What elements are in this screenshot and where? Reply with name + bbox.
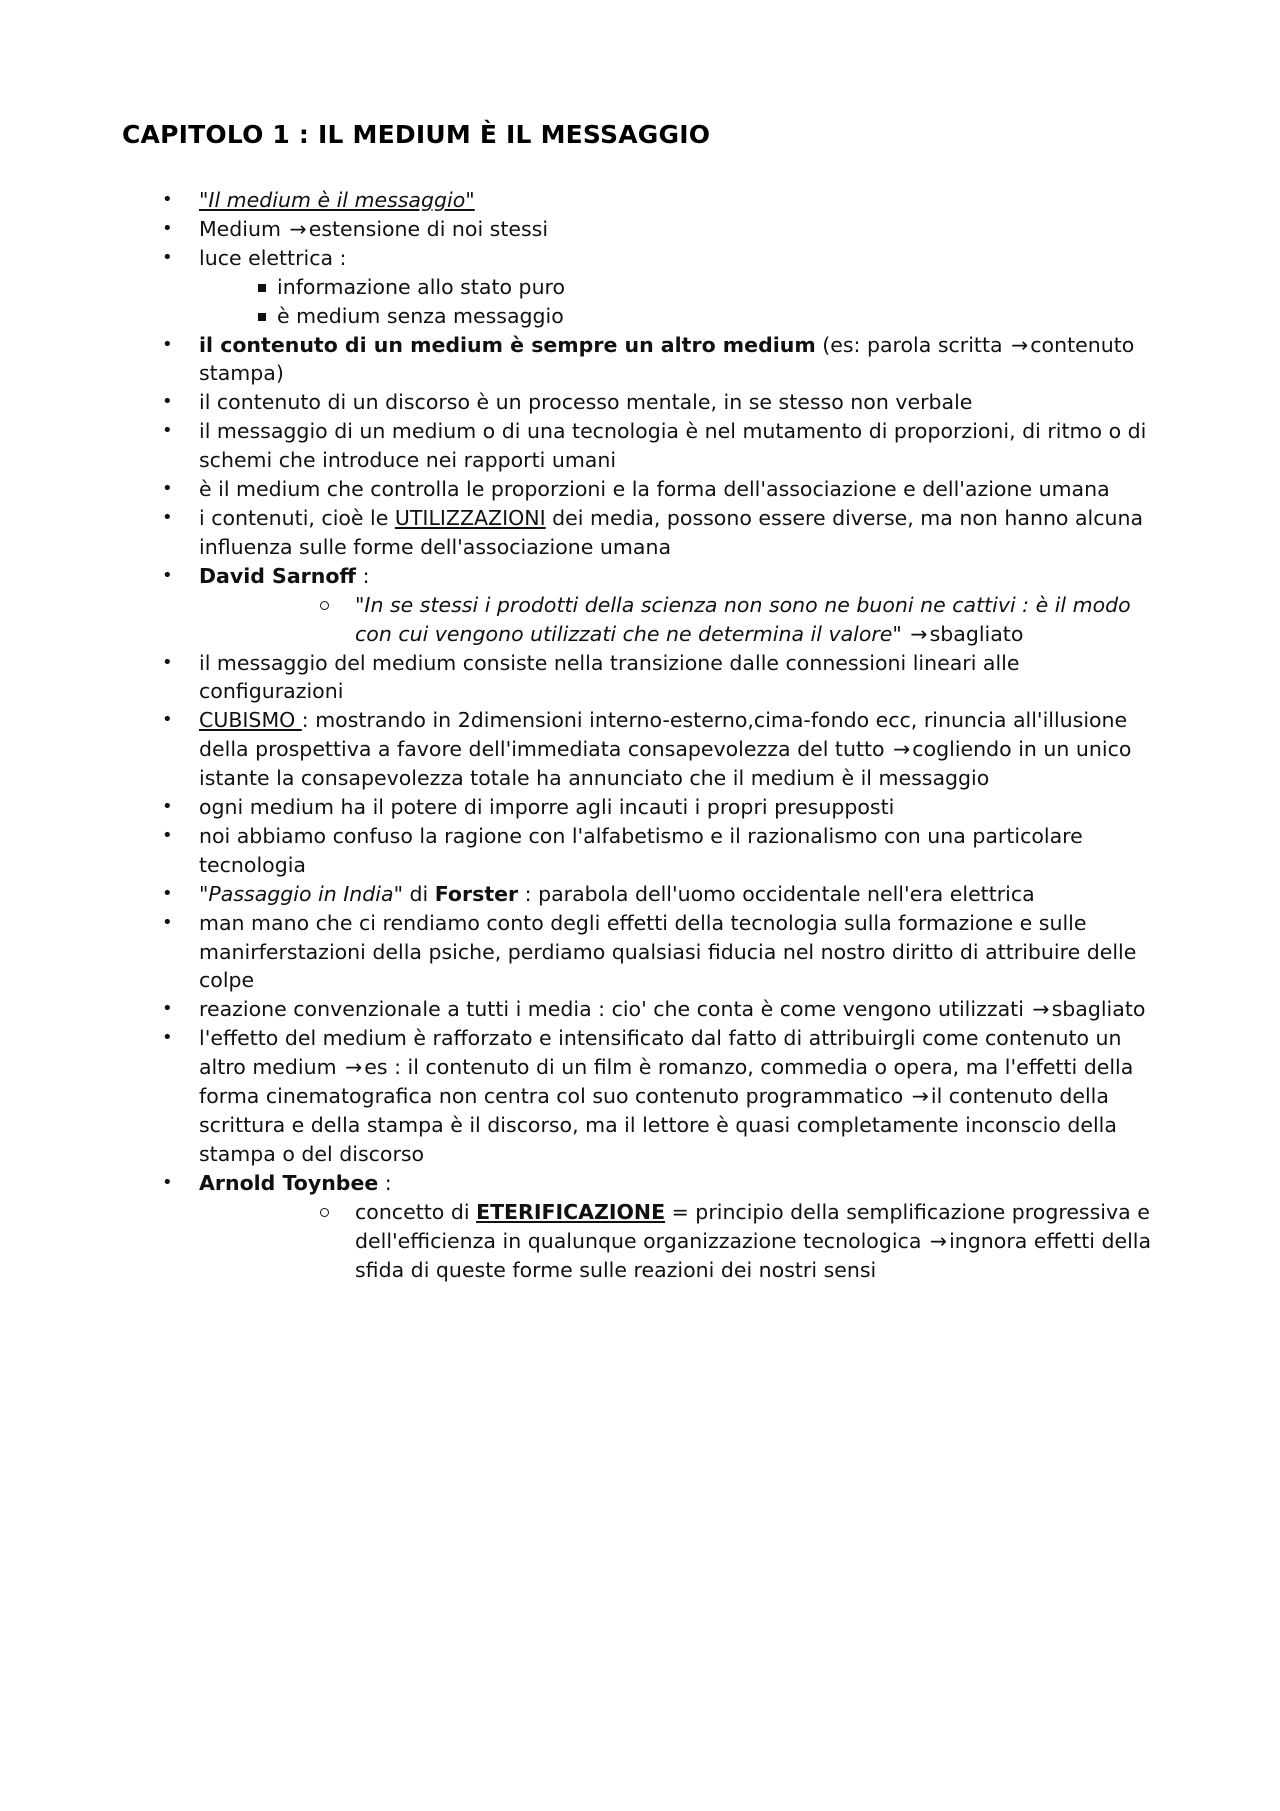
list-item: • David Sarnoff : bbox=[0, 562, 1159, 591]
bullet-marker: • bbox=[162, 998, 173, 1020]
list-item: • Medium →estensione di noi stessi bbox=[0, 215, 1159, 244]
list-item: • "Il medium è il messaggio" bbox=[0, 186, 1159, 215]
list-item: • "Passaggio in India" di Forster : parabola dell'uomo occidentale nell'era elettrica bbox=[0, 880, 1159, 909]
bullet-marker: • bbox=[162, 333, 173, 355]
circle-bullet-icon bbox=[320, 1208, 329, 1217]
list-item: • il contenuto di un discorso è un processo mentale, in se stesso non verbale bbox=[0, 388, 1159, 417]
bullet-marker: • bbox=[162, 824, 173, 846]
sub-list-item: "In se stessi i prodotti della scienza non sono ne buoni ne cattivi : è il modo con cui vengono utilizzati che ne determina il valore" →sbagliato bbox=[0, 591, 1160, 649]
arrow-icon: → bbox=[911, 1084, 929, 1109]
arrow-icon: → bbox=[289, 216, 307, 241]
bullet-marker: • bbox=[162, 709, 173, 731]
arrow-icon: → bbox=[893, 737, 911, 762]
list-item: • man mano che ci rendiamo conto degli effetti della tecnologia sulla formazione e sulle manirferstazioni della psiche, perdiamo qualsiasi fiducia nel nostro diritto di attribuire delle colpe bbox=[162, 910, 1137, 993]
bullet-marker: • bbox=[162, 1027, 173, 1049]
bullet-list bbox=[0, 186, 1280, 1284]
sub-list-item: informazione allo stato puro bbox=[0, 273, 1157, 302]
bullet-marker: • bbox=[162, 420, 173, 442]
circle-bullet-icon bbox=[320, 601, 329, 610]
bullet-marker: • bbox=[162, 189, 173, 210]
arrow-icon: → bbox=[1011, 332, 1029, 357]
sub-list-item: concetto di ETERIFICAZIONE = principio della semplificazione progressiva e dell'efficienza in qualunque organizzazione tecnologica →ingnora effetti della sfida di queste forme sulle reazioni dei nostri sensi bbox=[0, 1198, 1160, 1285]
bullet-marker: • bbox=[162, 796, 173, 818]
bullet-marker: • bbox=[162, 564, 173, 586]
arrow-icon: → bbox=[929, 1228, 948, 1253]
bullet-marker: • bbox=[162, 478, 173, 500]
bullet-marker: • bbox=[162, 1171, 173, 1193]
list-item: • noi abbiamo confuso la ragione con l'alfabetismo e il razionalismo con una particolare tecnologia bbox=[162, 823, 1083, 877]
bullet-marker: • bbox=[162, 246, 173, 268]
square-bullet-icon bbox=[258, 313, 266, 321]
list-item: • è il medium che controlla le proporzioni e la forma dell'associazione e dell'azione umana bbox=[0, 475, 1159, 504]
square-bullet-icon bbox=[258, 284, 266, 292]
arrow-icon: → bbox=[1032, 997, 1050, 1022]
list-item: • il messaggio di un medium o di una tecnologia è nel mutamento di proporzioni, di ritmo o di schemi che introduce nei rapporti umani bbox=[162, 419, 1147, 473]
list-item: • il messaggio del medium consiste nella transizione dalle connessioni lineari alle configurazioni bbox=[162, 650, 1020, 704]
bullet-marker: • bbox=[162, 882, 173, 904]
arrow-icon: → bbox=[910, 621, 928, 646]
sub-list-item: è medium senza messaggio bbox=[0, 302, 1157, 331]
list-item: • CUBISMO : mostrando in 2dimensioni interno-esterno,cima-fondo ecc, rinuncia all'illusione della prospettiva a favore dell'immediata consapevolezza del tutto →cogliendo in un unico istante la consapevolezza totale ha annunciato che il medium è il messaggio bbox=[162, 708, 1132, 791]
bullet-marker: • bbox=[162, 391, 173, 413]
bullet-marker: • bbox=[162, 651, 173, 673]
list-item: • luce elettrica : bbox=[0, 244, 1159, 273]
list-item: • reazione convenzionale a tutti i media : cio' che conta è come vengono utilizzati →sbagliato bbox=[0, 995, 1159, 1024]
chapter-title: CAPITOLO 1 : IL MEDIUM È IL MESSAGGIO bbox=[122, 120, 711, 149]
bullet-marker: • bbox=[162, 217, 173, 239]
bullet-marker: • bbox=[162, 911, 173, 933]
bullet-marker: • bbox=[162, 506, 173, 528]
list-item: • ogni medium ha il potere di imporre agli incauti i propri presupposti bbox=[0, 793, 1159, 822]
list-item: • Arnold Toynbee : bbox=[0, 1169, 1159, 1198]
list-item: • il contenuto di un medium è sempre un altro medium (es: parola scritta →contenuto stampa) bbox=[162, 332, 1135, 386]
list-item: • i contenuti, cioè le UTILIZZAZIONI dei media, possono essere diverse, ma non hanno alcuna influenza sulle forme dell'associazione umana bbox=[162, 505, 1144, 559]
arrow-icon: → bbox=[345, 1055, 363, 1080]
list-item: • l'effetto del medium è rafforzato e intensificato dal fatto di attribuirgli come contenuto un altro medium →es : il contenuto di un film è romanzo, commedia o opera, ma l'effetti della forma cinematografica non centra col suo contenuto programmatico →il contenuto della scrittura e della stampa è il discorso, ma il lettore è quasi completamente inconscio della stampa o del discorso bbox=[162, 1026, 1134, 1166]
